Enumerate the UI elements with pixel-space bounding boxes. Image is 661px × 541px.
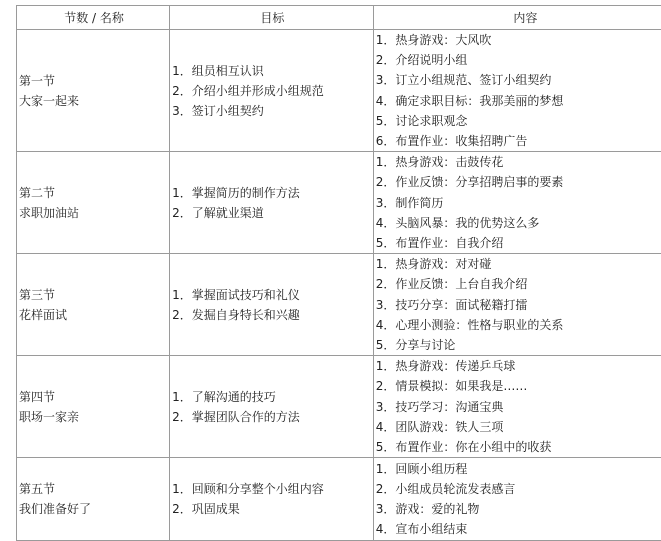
table-row <box>17 30 661 152</box>
content-item: 1．热身游戏：对对碰 <box>376 254 661 274</box>
goal-item: 2．掌握团队合作的方法 <box>172 407 373 427</box>
content-item: 3．制作简历 <box>376 193 661 213</box>
content-item: 4．心理小测验：性格与职业的关系 <box>376 315 661 335</box>
content-cell <box>373 30 661 152</box>
goal-item: 2．了解就业渠道 <box>172 203 373 223</box>
content-item: 2．小组成员轮流发表感言 <box>376 479 661 499</box>
content-item: 5．布置作业：自我介绍 <box>376 233 661 253</box>
goal-item: 1．回顾和分享整个小组内容 <box>172 479 373 499</box>
header-row <box>17 6 661 30</box>
session-plan-table <box>16 5 661 541</box>
content-cell <box>373 356 661 458</box>
goal-item: 1．掌握面试技巧和礼仪 <box>172 285 373 305</box>
section-cell <box>17 152 170 254</box>
content-item: 4．宣布小组结束 <box>376 519 661 539</box>
section-number: 第二节 <box>19 183 169 203</box>
content-cell <box>373 254 661 356</box>
content-item: 5．分享与讨论 <box>376 335 661 355</box>
content-item: 4．确定求职目标：我那美丽的梦想 <box>376 91 661 111</box>
table-row <box>17 254 661 356</box>
goal-item: 2．巩固成果 <box>172 499 373 519</box>
content-item: 3．技巧学习：沟通宝典 <box>376 397 661 417</box>
goal-item: 3．签订小组契约 <box>172 101 373 121</box>
section-cell <box>17 458 170 541</box>
section-number: 第四节 <box>19 387 169 407</box>
content-item: 1．热身游戏：击鼓传花 <box>376 152 661 172</box>
section-name: 花样面试 <box>19 305 169 325</box>
content-item: 1．回顾小组历程 <box>376 459 661 479</box>
content-item: 2．作业反馈：分享招聘启事的要素 <box>376 172 661 192</box>
section-cell <box>17 356 170 458</box>
table-row <box>17 356 661 458</box>
content-item: 5．布置作业：你在小组中的收获 <box>376 437 661 457</box>
section-cell <box>17 254 170 356</box>
content-item: 3．游戏：爱的礼物 <box>376 499 661 519</box>
section-name: 大家一起来 <box>19 91 169 111</box>
section-number: 第三节 <box>19 285 169 305</box>
content-item: 2．介绍说明小组 <box>376 50 661 70</box>
content-cell <box>373 458 661 541</box>
content-item: 2．情景模拟：如果我是…… <box>376 376 661 396</box>
goal-item: 1．组员相互认识 <box>172 61 373 81</box>
goal-item: 2．介绍小组并形成小组规范 <box>172 81 373 101</box>
goals-cell <box>170 152 374 254</box>
content-cell <box>373 152 661 254</box>
section-name: 我们准备好了 <box>19 499 169 519</box>
section-name: 职场一家亲 <box>19 407 169 427</box>
section-number: 第一节 <box>19 71 169 91</box>
goals-cell <box>170 458 374 541</box>
content-item: 2．作业反馈：上台自我介绍 <box>376 274 661 294</box>
content-item: 4．团队游戏：铁人三项 <box>376 417 661 437</box>
content-item: 6．布置作业：收集招聘广告 <box>376 131 661 151</box>
goals-cell <box>170 254 374 356</box>
content-item: 5．讨论求职观念 <box>376 111 661 131</box>
header-content: 内容 <box>373 6 661 30</box>
goal-item: 1．了解沟通的技巧 <box>172 387 373 407</box>
content-item: 4．头脑风暴：我的优势这么多 <box>376 213 661 233</box>
content-item: 1．热身游戏：传递乒乓球 <box>376 356 661 376</box>
table-row <box>17 458 661 541</box>
goal-item: 1．掌握简历的制作方法 <box>172 183 373 203</box>
table-row <box>17 152 661 254</box>
header-goals: 目标 <box>170 6 374 30</box>
section-cell <box>17 30 170 152</box>
section-name: 求职加油站 <box>19 203 169 223</box>
goals-cell <box>170 30 374 152</box>
content-item: 1．热身游戏：大风吹 <box>376 30 661 50</box>
header-section: 节数 / 名称 <box>17 6 170 30</box>
goals-cell <box>170 356 374 458</box>
content-item: 3．订立小组规范、签订小组契约 <box>376 70 661 90</box>
goal-item: 2．发掘自身特长和兴趣 <box>172 305 373 325</box>
content-item: 3．技巧分享：面试秘籍打擂 <box>376 295 661 315</box>
section-number: 第五节 <box>19 479 169 499</box>
